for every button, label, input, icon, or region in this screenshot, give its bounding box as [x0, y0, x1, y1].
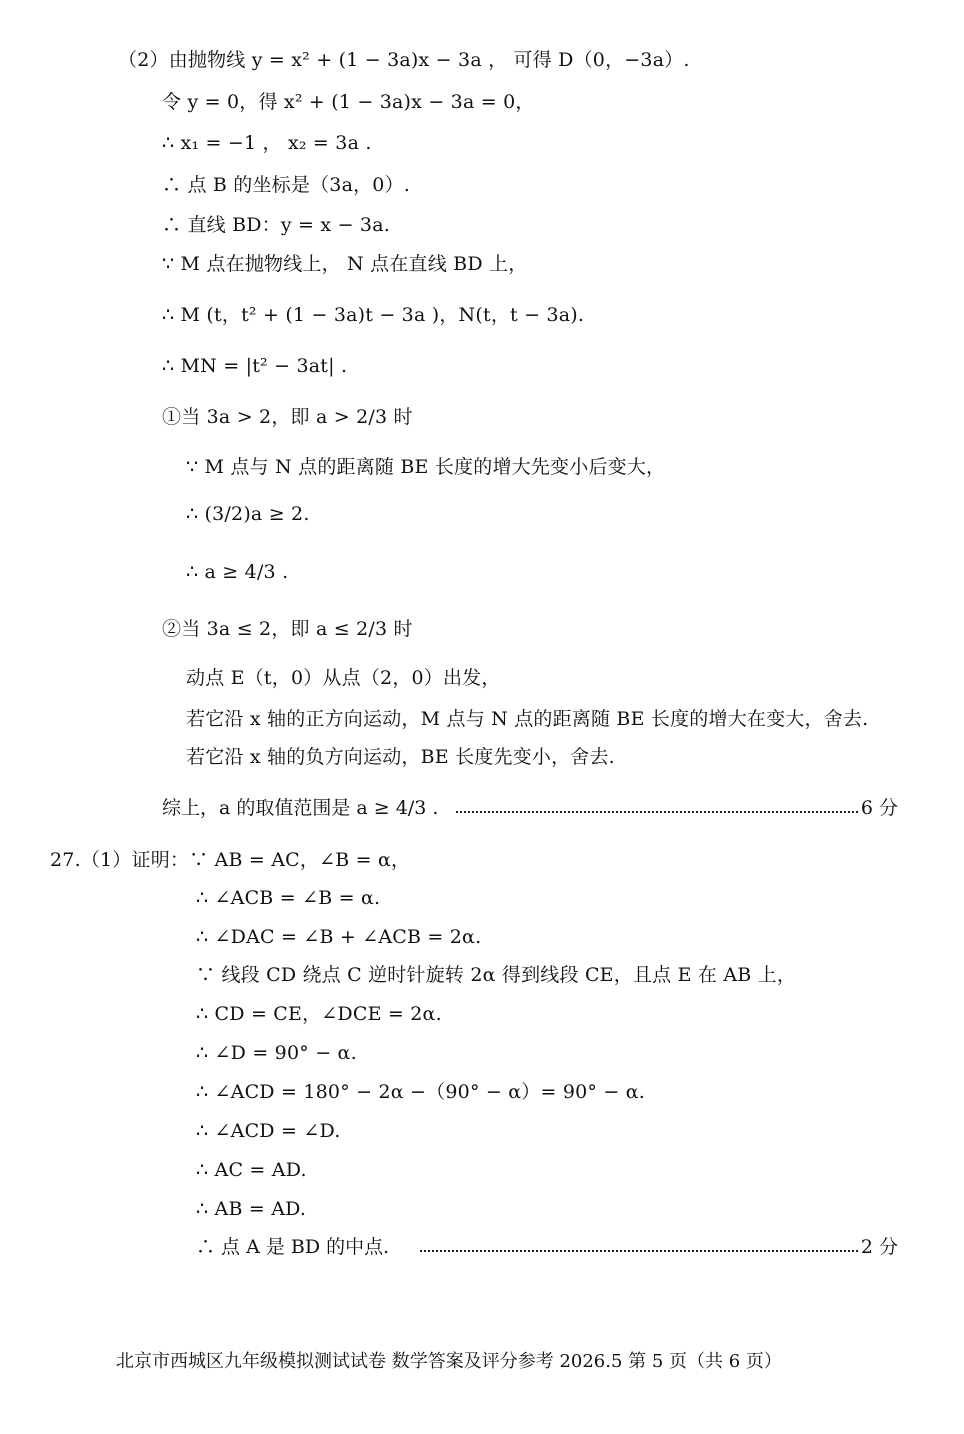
- q27-step-angle-acd: ∴ ∠ACD = 180° − 2α −（90° − α）= 90° − α.: [196, 1081, 645, 1103]
- score-line-part2: [0, 796, 964, 820]
- case-1-inequality-line: ∴ (3/2)a ≥ 2.: [186, 503, 310, 525]
- dotted-leader: [456, 811, 858, 813]
- q27-proof-start: 27.（1）证明：∵ AB = AC，∠B = α，: [50, 849, 411, 871]
- point-b-line: ∴ 点 B 的坐标是（3a，0）.: [162, 174, 411, 196]
- q27-step-acd-equals-d: ∴ ∠ACD = ∠D.: [196, 1120, 341, 1142]
- dotted-leader: [420, 1250, 858, 1252]
- case-1-reason-line: ∵ M 点与 N 点的距离随 BE 长度的增大先变小后变大，: [186, 456, 666, 478]
- q27-conclusion-text: ∴ 点 A 是 BD 的中点.: [196, 1236, 390, 1258]
- q27-step-rotation: ∵ 线段 CD 绕点 C 逆时针旋转 2α 得到线段 CE，且点 E 在 AB 上，: [196, 964, 797, 986]
- q27-step-ac-ad: ∴ AC = AD.: [196, 1159, 307, 1181]
- score-points: 2 分: [860, 1236, 898, 1258]
- let-y-zero-line: 令 y = 0，得 x² + (1 − 3a)x − 3a = 0，: [162, 91, 535, 113]
- q27-step-cd-ce: ∴ CD = CE，∠DCE = 2α.: [196, 1003, 442, 1025]
- line-bd-equation: ∴ 直线 BD：y = x − 3a.: [162, 214, 390, 236]
- q27-step-angle-d: ∴ ∠D = 90° − α.: [196, 1042, 357, 1064]
- q27-step-angle-dac: ∴ ∠DAC = ∠B + ∠ACB = 2α.: [196, 926, 482, 948]
- case-1-heading: ①当 3a > 2，即 a > 2/3 时: [162, 406, 413, 428]
- q27-step-ab-ad: ∴ AB = AD.: [196, 1198, 307, 1220]
- case-2-positive-direction-line: 若它沿 x 轴的正方向运动，M 点与 N 点的距离随 BE 长度的增大在变大，舍去.: [186, 708, 869, 730]
- page-footer: 北京市西城区九年级模拟测试试卷 数学答案及评分参考 2026.5 第 5 页（共 6 页）: [116, 1351, 782, 1372]
- score-line-q27: [0, 1235, 964, 1259]
- score-points: 6 分: [860, 797, 898, 819]
- m-n-coordinates-line: ∴ M (t，t² + (1 − 3a)t − 3a )，N(t，t − 3a).: [162, 304, 585, 326]
- m-n-positions-line: ∵ M 点在抛物线上， N 点在直线 BD 上，: [162, 253, 528, 275]
- case-2-negative-direction-line: 若它沿 x 轴的负方向运动，BE 长度先变小，舍去.: [186, 746, 615, 768]
- case-2-point-e-line: 动点 E（t，0）从点（2，0）出发，: [186, 667, 501, 689]
- case-2-heading: ②当 3a ≤ 2，即 a ≤ 2/3 时: [162, 618, 413, 640]
- case-1-result-line: ∴ a ≥ 4/3 .: [186, 561, 289, 583]
- mn-length-line: ∴ MN = |t² − 3at| .: [162, 355, 348, 377]
- part2-parabola-line: （2）由抛物线 y = x² + (1 − 3a)x − 3a ， 可得 D（0，−3a）.: [118, 49, 690, 71]
- roots-line: ∴ x₁ = −1 ， x₂ = 3a .: [162, 132, 372, 154]
- q27-step-angle-acb: ∴ ∠ACB = ∠B = α.: [196, 887, 381, 909]
- conclusion-text: 综上，a 的取值范围是 a ≥ 4/3 .: [162, 797, 439, 819]
